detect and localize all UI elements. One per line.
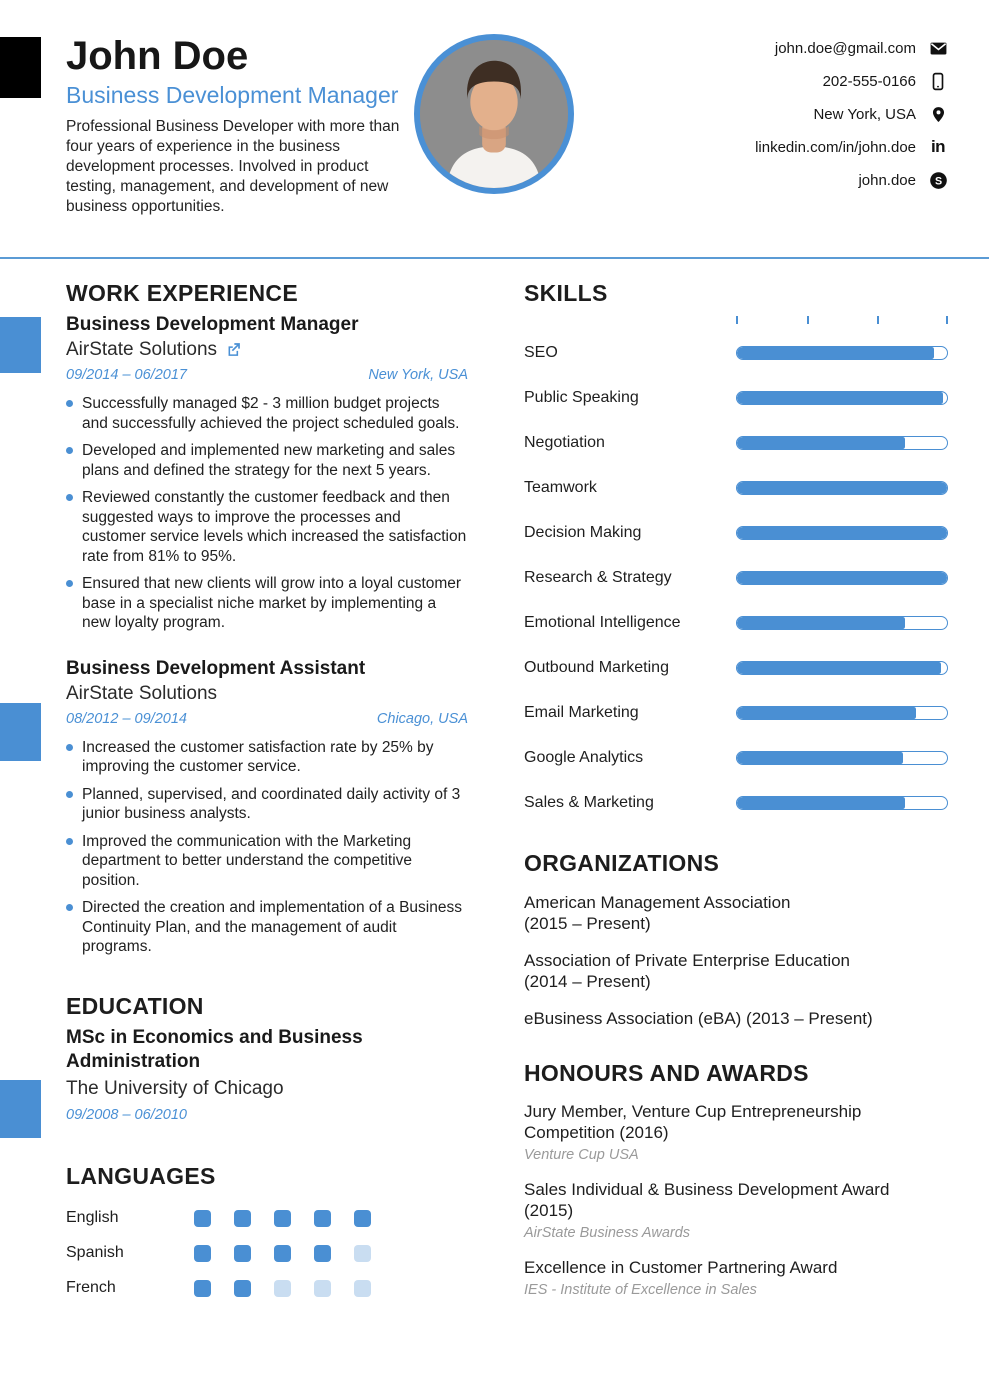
languages-list [66,1201,468,1306]
language-level-square [354,1280,371,1297]
language-level-square [194,1210,211,1227]
organization-line: (2015 – Present) [524,914,651,933]
job-company [66,681,468,706]
header-accent-square [0,37,41,98]
svg-text:S: S [934,174,942,187]
contact-list [755,36,948,192]
honour-title [524,1101,948,1143]
organization-item [524,950,948,992]
language-level-square [314,1280,331,1297]
job-location: Chicago, USA [376,710,468,727]
skill-name: Emotional Intelligence [524,613,681,631]
person-title: Business Development Manager [66,82,399,108]
skill-row [524,375,948,420]
contact-value: john.doe [858,171,916,189]
skill-row [524,465,948,510]
skill-bar-fill [737,347,934,359]
header-divider [0,257,989,259]
language-level-square [314,1210,331,1227]
left-column [66,280,468,1306]
skype-icon [928,170,948,190]
avatar-illustration [420,40,568,188]
organizations-section [524,850,948,1029]
honours-section [524,1060,948,1299]
skill-bar-fill [737,572,947,584]
skill-bar-fill [737,752,903,764]
phone-icon [928,71,948,91]
education-degree [66,1026,468,1074]
job-bullet: Planned, supervised, and coordinated daily activity of 3 junior business analysts. [66,785,468,824]
skill-bar [736,661,948,675]
education-heading: EDUCATION [66,992,204,1019]
skill-bar [736,526,948,540]
skill-name: Email Marketing [524,703,639,721]
contact-value: john.doe@gmail.com [774,39,916,57]
job-bullet: Successfully managed $2 - 3 million budget projects and successfully achieved the project scheduled goals. [66,394,468,433]
job-bullet: Increased the customer satisfaction rate by 25% by improving the customer service. [66,738,468,777]
language-name: English [66,1209,119,1226]
language-name: French [66,1279,116,1296]
language-level-square [234,1210,251,1227]
language-level-square [274,1245,291,1262]
skill-row [524,780,948,825]
honour-issuer: AirState Business Awards [524,1225,691,1241]
honour-item [524,1257,948,1299]
language-level-square [194,1245,211,1262]
education-degree-line1: MSc in Economics and Business [66,1026,363,1048]
skills-heading: SKILLS [524,280,608,306]
honours-list [524,1101,948,1299]
job-company-name: AirState Solutions [66,339,218,360]
job-title: Business Development Assistant [66,657,366,679]
skill-row [524,600,948,645]
contact-value: 202-555-0166 [822,72,916,90]
honours-heading: HONOURS AND AWARDS [524,1060,809,1086]
skill-bar [736,391,948,405]
job-title: Business Development Manager [66,314,359,335]
skill-row [524,690,948,735]
organization-item [524,892,948,934]
honour-item [524,1101,948,1164]
skill-bar-fill [737,617,905,629]
honour-title-line: Competition (2016) [524,1123,669,1142]
skill-row [524,510,948,555]
skill-row [524,420,948,465]
organizations-list [524,892,948,1029]
skill-row [524,735,948,780]
language-row [66,1271,468,1306]
language-level-square [234,1245,251,1262]
skill-bar-fill [737,482,947,494]
job-dates: 08/2012 – 09/2014 [66,710,187,727]
skill-scale-ticks [736,316,948,324]
job1-accent-square [0,317,41,373]
skill-name: Outbound Marketing [524,658,669,676]
language-row [66,1201,468,1236]
skill-bar-fill [737,527,947,539]
organization-line: (2014 – Present) [524,972,651,991]
skill-name: Teamwork [524,478,597,496]
language-level-square [274,1210,291,1227]
education-school: The University of Chicago [66,1077,284,1099]
honour-title [524,1257,948,1278]
job-company-name: AirState Solutions [66,682,218,704]
organization-line: Association of Private Enterprise Education [524,951,851,970]
skill-bar [736,796,948,810]
skill-name: Google Analytics [524,748,644,766]
job-company [66,337,468,362]
job-entry [66,656,468,957]
skill-bar-fill [737,662,941,674]
job-location: New York, USA [368,367,468,383]
skill-bar [736,706,948,720]
language-level-square [354,1210,371,1227]
skill-bar [736,571,948,585]
job-meta [66,367,468,383]
skill-bar [736,751,948,765]
language-row [66,1236,468,1271]
job-bullet: Reviewed constantly the customer feedback and then suggested ways to improve the processes and customer service levels which increased the satisfaction rate from 81% to 95%. [66,488,468,566]
education-section [66,993,468,1123]
skill-name: Negotiation [524,433,605,451]
contact-value: New York, USA [813,105,916,123]
location-icon [928,104,948,124]
skill-name: Decision Making [524,523,642,541]
skill-name: SEO [524,343,558,361]
skill-bar [736,481,948,495]
job-bullets [66,738,468,957]
language-level-square [234,1280,251,1297]
job-bullet: Directed the creation and implementation of a Business Continuity Plan, and the management of audit programs. [66,898,468,957]
contact-value: linkedin.com/in/john.doe [755,138,916,156]
linkedin-icon: in [930,137,946,156]
education-accent-square [0,1080,41,1138]
language-level-square [314,1245,331,1262]
skill-bar [736,616,948,630]
honour-title [524,1179,948,1221]
jobs-list [66,312,468,957]
skill-bar [736,346,948,360]
skill-row [524,645,948,690]
languages-section [66,1163,468,1306]
skill-row [524,330,948,375]
languages-heading: LANGUAGES [66,1162,216,1189]
language-name: Spanish [66,1244,124,1261]
honour-title-line: Sales Individual & Business Development Award [524,1180,890,1199]
job-bullets [66,394,468,633]
honour-title-line: Excellence in Customer Partnering Award [524,1258,838,1277]
language-level [194,1280,371,1297]
language-level [194,1210,371,1227]
contact-item[interactable] [755,36,948,60]
contact-item[interactable] [755,69,948,93]
contact-item[interactable] [755,102,948,126]
contact-item[interactable] [755,168,948,192]
contact-item[interactable] [755,135,948,159]
skill-bar-fill [737,707,916,719]
job-entry [66,312,468,633]
honour-title-line: (2015) [524,1201,574,1220]
job2-accent-square [0,703,41,761]
job-bullet: Developed and implemented new marketing and sales plans and defined the strategy for the next 5 years. [66,441,468,480]
education-dates: 09/2008 – 06/2010 [66,1106,187,1123]
organization-item [524,1008,948,1029]
skill-bar-fill [737,392,943,404]
profile-photo [414,34,574,194]
email-icon [928,38,948,58]
honour-issuer: IES - Institute of Excellence in Sales [524,1282,757,1298]
skill-bar-fill [737,797,905,809]
external-link-icon[interactable] [225,341,242,358]
person-name: John Doe [66,34,249,78]
organizations-heading: ORGANIZATIONS [524,850,720,876]
language-level-square [274,1280,291,1297]
honour-title-line: Jury Member, Venture Cup Entrepreneurship [524,1102,862,1121]
profile-summary: Professional Business Developer with more than four years of experience in the business development processes. Involved in product testing, management, and development of new business opportunities. [66,118,400,215]
skills-list [524,330,948,825]
skill-name: Public Speaking [524,388,639,406]
organization-line: eBusiness Association (eBA) (2013 – Present) [524,1009,873,1028]
language-level [194,1245,371,1262]
job-bullet: Improved the communication with the Marketing department to better understand the competitive position. [66,832,468,891]
organization-line: American Management Association [524,893,791,912]
skill-row [524,555,948,600]
education-degree-line2: Administration [66,1050,201,1072]
skill-name: Sales & Marketing [524,793,654,811]
honour-item [524,1179,948,1242]
job-meta [66,711,468,727]
honour-issuer: Venture Cup USA [524,1147,639,1163]
skill-name: Research & Strategy [524,568,672,586]
language-level-square [194,1280,211,1297]
job-bullet: Ensured that new clients will grow into a loyal customer base in a specialist niche market by implementing a new loyalty program. [66,574,468,633]
skill-bar-fill [737,437,905,449]
skill-bar [736,436,948,450]
work-experience-heading: WORK EXPERIENCE [66,280,298,306]
language-level-square [354,1245,371,1262]
job-dates: 09/2014 – 06/2017 [66,367,187,383]
right-column [524,280,948,1299]
